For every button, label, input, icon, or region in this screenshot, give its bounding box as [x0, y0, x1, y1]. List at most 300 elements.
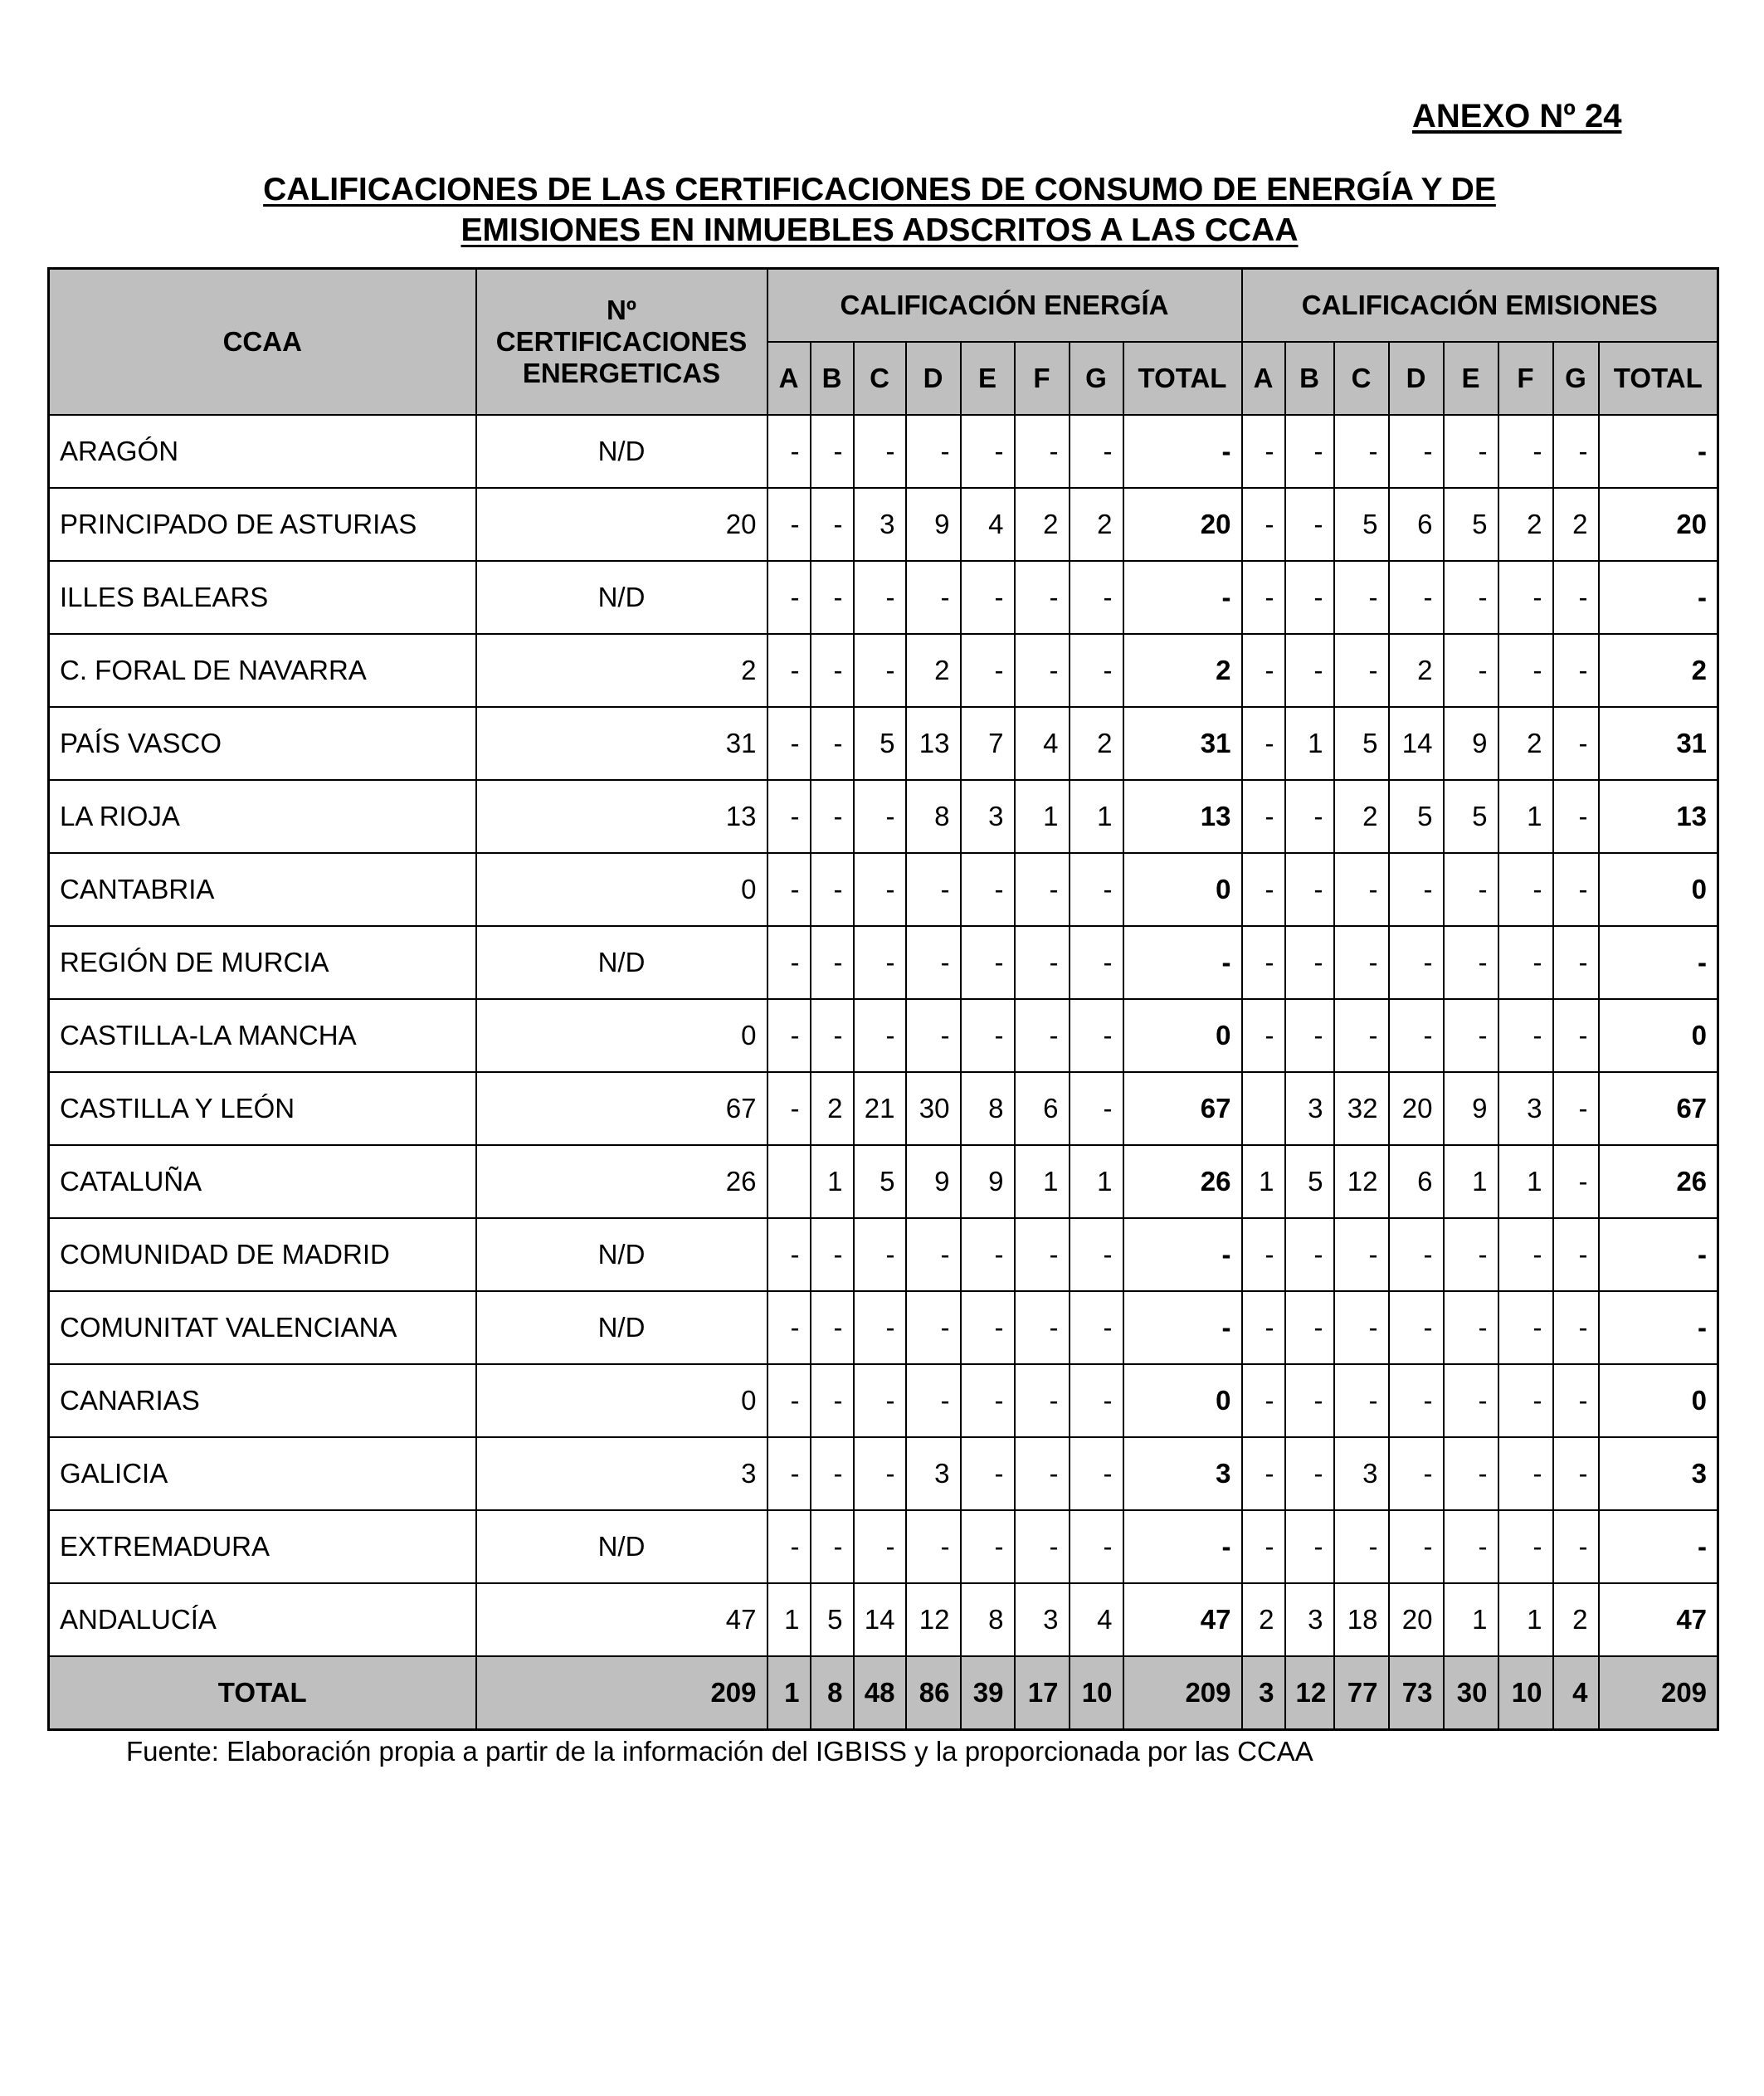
- table-row: [49, 780, 1718, 853]
- emission-total-cell: 13: [1599, 780, 1718, 853]
- emission-grade-cell: 14: [1389, 707, 1444, 780]
- emission-grade-cell: 1: [1498, 1145, 1553, 1218]
- emission-grade-cell: -: [1444, 853, 1498, 926]
- header-energy-grade-a: A: [767, 342, 811, 415]
- energy-grade-cell: -: [1015, 561, 1070, 634]
- cert-count-cell: 0: [476, 999, 767, 1072]
- emission-grade-cell: -: [1444, 1364, 1498, 1437]
- energy-grade-cell: -: [1070, 999, 1123, 1072]
- emission-grade-cell: -: [1242, 926, 1285, 999]
- energy-grade-cell: -: [961, 634, 1015, 707]
- energy-grade-cell: -: [961, 561, 1015, 634]
- emission-grade-cell: -: [1498, 1218, 1553, 1291]
- energy-total-cell: 67: [1123, 1072, 1242, 1145]
- emission-grade-cell: -: [1334, 561, 1389, 634]
- emission-grade-cell: 3: [1334, 1437, 1389, 1510]
- emission-total-cell: -: [1599, 561, 1718, 634]
- emission-total-cell: 0: [1599, 1364, 1718, 1437]
- ccaa-name-cell: CASTILLA Y LEÓN: [49, 1072, 476, 1145]
- emission-grade-cell: -: [1389, 1437, 1444, 1510]
- table-row: [49, 1145, 1718, 1218]
- cert-count-cell: 26: [476, 1145, 767, 1218]
- emission-grade-cell: 5: [1444, 488, 1498, 561]
- energy-grade-cell: -: [1015, 1510, 1070, 1583]
- header-energy-grade-e: E: [961, 342, 1015, 415]
- energy-grade-cell: 21: [854, 1072, 906, 1145]
- energy-grade-cell: -: [1015, 634, 1070, 707]
- emission-grade-cell: 1: [1498, 780, 1553, 853]
- energy-grade-cell: -: [811, 1364, 854, 1437]
- emission-grade-cell: -: [1334, 1218, 1389, 1291]
- emission-grade-cell: -: [1285, 1364, 1334, 1437]
- emission-total-cell: 31: [1599, 707, 1718, 780]
- header-cert-line-2: CERTIFICACIONES: [495, 326, 748, 357]
- energy-grade-cell: -: [811, 853, 854, 926]
- emission-grade-cell: -: [1242, 1291, 1285, 1364]
- emission-grade-cell: 2: [1498, 488, 1553, 561]
- table-row: [49, 415, 1718, 488]
- emission-grade-cell: -: [1334, 999, 1389, 1072]
- energy-grade-cell: -: [906, 415, 961, 488]
- emission-grade-cell: -: [1285, 780, 1334, 853]
- energy-grade-cell: 9: [906, 1145, 961, 1218]
- emission-grade-cell: -: [1389, 415, 1444, 488]
- table-row: [49, 999, 1718, 1072]
- energy-grade-cell: 17: [1015, 1656, 1070, 1730]
- energy-grade-cell: -: [854, 561, 906, 634]
- energy-total-cell: 26: [1123, 1145, 1242, 1218]
- energy-grade-cell: -: [767, 1364, 811, 1437]
- energy-grade-cell: -: [1015, 853, 1070, 926]
- ccaa-name-cell: C. FORAL DE NAVARRA: [49, 634, 476, 707]
- emission-grade-cell: -: [1285, 926, 1334, 999]
- emission-grade-cell: -: [1498, 561, 1553, 634]
- emission-grade-cell: -: [1242, 634, 1285, 707]
- emission-grade-cell: -: [1285, 1510, 1334, 1583]
- ccaa-name-cell: PRINCIPADO DE ASTURIAS: [49, 488, 476, 561]
- energy-grade-cell: -: [906, 561, 961, 634]
- energy-grade-cell: -: [961, 415, 1015, 488]
- energy-grade-cell: -: [906, 1291, 961, 1364]
- energy-grade-cell: -: [961, 999, 1015, 1072]
- energy-grade-cell: -: [1015, 1291, 1070, 1364]
- emission-grade-cell: -: [1444, 415, 1498, 488]
- emission-grade-cell: -: [1498, 999, 1553, 1072]
- energy-grade-cell: -: [961, 926, 1015, 999]
- energy-total-cell: -: [1123, 1291, 1242, 1364]
- emission-grade-cell: -: [1553, 853, 1599, 926]
- ccaa-name-cell: GALICIA: [49, 1437, 476, 1510]
- table-row: [49, 1218, 1718, 1291]
- energy-grade-cell: -: [1070, 1291, 1123, 1364]
- emission-total-cell: -: [1599, 415, 1718, 488]
- emission-grade-cell: -: [1553, 1218, 1599, 1291]
- emission-grade-cell: -: [1334, 1291, 1389, 1364]
- header-ccaa: CCAA: [49, 269, 476, 416]
- table-row: [49, 1583, 1718, 1656]
- table-row: [49, 488, 1718, 561]
- energy-total-cell: -: [1123, 415, 1242, 488]
- emission-grade-cell: 20: [1389, 1583, 1444, 1656]
- energy-grade-cell: -: [1070, 634, 1123, 707]
- emission-grade-cell: -: [1444, 926, 1498, 999]
- energy-total-cell: 2: [1123, 634, 1242, 707]
- energy-grade-cell: -: [854, 999, 906, 1072]
- emission-grade-cell: 30: [1444, 1656, 1498, 1730]
- emission-grade-cell: -: [1334, 853, 1389, 926]
- energy-grade-cell: 39: [961, 1656, 1015, 1730]
- energy-grade-cell: 2: [1015, 488, 1070, 561]
- emission-grade-cell: -: [1498, 1437, 1553, 1510]
- energy-grade-cell: -: [767, 561, 811, 634]
- emission-grade-cell: -: [1498, 926, 1553, 999]
- emission-grade-cell: 4: [1553, 1656, 1599, 1730]
- emission-grade-cell: -: [1553, 415, 1599, 488]
- energy-grade-cell: -: [767, 853, 811, 926]
- header-emission-grade-d: D: [1389, 342, 1444, 415]
- emission-grade-cell: 3: [1242, 1656, 1285, 1730]
- cert-count-cell: 31: [476, 707, 767, 780]
- ccaa-name-cell: TOTAL: [49, 1656, 476, 1730]
- energy-grade-cell: -: [961, 1218, 1015, 1291]
- table-row: [49, 1364, 1718, 1437]
- emission-total-cell: 209: [1599, 1656, 1718, 1730]
- energy-grade-cell: 1: [1015, 1145, 1070, 1218]
- emission-grade-cell: -: [1242, 1364, 1285, 1437]
- energy-grade-cell: 1: [1070, 1145, 1123, 1218]
- energy-grade-cell: -: [906, 1510, 961, 1583]
- emission-grade-cell: -: [1285, 1437, 1334, 1510]
- emission-grade-cell: -: [1242, 1437, 1285, 1510]
- emission-grade-cell: 1: [1444, 1583, 1498, 1656]
- header-energy-grade-b: B: [811, 342, 854, 415]
- emission-grade-cell: 3: [1285, 1072, 1334, 1145]
- energy-grade-cell: -: [1015, 926, 1070, 999]
- energy-grade-cell: 1: [811, 1145, 854, 1218]
- energy-grade-cell: 8: [811, 1656, 854, 1730]
- emission-grade-cell: 2: [1334, 780, 1389, 853]
- cert-count-cell: N/D: [476, 926, 767, 999]
- emission-grade-cell: -: [1285, 853, 1334, 926]
- header-emission-grade-g: G: [1553, 342, 1599, 415]
- header-emission-group: CALIFICACIÓN EMISIONES: [1242, 269, 1718, 343]
- cert-count-cell: 0: [476, 853, 767, 926]
- energy-grade-cell: -: [961, 1437, 1015, 1510]
- energy-grade-cell: 2: [1070, 707, 1123, 780]
- emission-total-cell: 20: [1599, 488, 1718, 561]
- energy-grade-cell: 2: [811, 1072, 854, 1145]
- header-energy-grade-total: TOTAL: [1123, 342, 1242, 415]
- cert-count-cell: 209: [476, 1656, 767, 1730]
- table-row: [49, 1291, 1718, 1364]
- emission-grade-cell: 5: [1444, 780, 1498, 853]
- energy-total-cell: -: [1123, 1218, 1242, 1291]
- energy-grade-cell: -: [811, 415, 854, 488]
- emission-grade-cell: -: [1444, 1510, 1498, 1583]
- cert-count-cell: N/D: [476, 561, 767, 634]
- emission-grade-cell: -: [1242, 999, 1285, 1072]
- emission-grade-cell: -: [1242, 780, 1285, 853]
- emission-total-cell: 67: [1599, 1072, 1718, 1145]
- source-note: Fuente: Elaboración propia a partir de la información del IGBISS y la proporcionada por las CCAA: [126, 1736, 1313, 1767]
- emission-grade-cell: -: [1553, 1145, 1599, 1218]
- energy-total-cell: 47: [1123, 1583, 1242, 1656]
- header-emission-grade-total: TOTAL: [1599, 342, 1718, 415]
- emission-grade-cell: 3: [1285, 1583, 1334, 1656]
- emission-grade-cell: -: [1553, 634, 1599, 707]
- energy-grade-cell: -: [961, 853, 1015, 926]
- emission-grade-cell: -: [1498, 1510, 1553, 1583]
- ccaa-name-cell: CANTABRIA: [49, 853, 476, 926]
- header-cert-line-1: Nº: [607, 295, 636, 325]
- emission-grade-cell: 1: [1285, 707, 1334, 780]
- energy-grade-cell: -: [1015, 1218, 1070, 1291]
- energy-grade-cell: -: [906, 1364, 961, 1437]
- energy-grade-cell: -: [811, 1291, 854, 1364]
- header-cert-line-3: ENERGETICAS: [522, 358, 721, 388]
- emission-total-cell: 0: [1599, 999, 1718, 1072]
- energy-grade-cell: 1: [767, 1656, 811, 1730]
- energy-grade-cell: -: [1015, 415, 1070, 488]
- energy-grade-cell: -: [961, 1364, 1015, 1437]
- energy-grade-cell: -: [854, 1510, 906, 1583]
- emission-grade-cell: 2: [1553, 488, 1599, 561]
- energy-grade-cell: -: [767, 999, 811, 1072]
- emission-grade-cell: 77: [1334, 1656, 1389, 1730]
- emission-grade-cell: -: [1389, 926, 1444, 999]
- energy-grade-cell: -: [906, 926, 961, 999]
- energy-grade-cell: -: [767, 634, 811, 707]
- energy-total-cell: 209: [1123, 1656, 1242, 1730]
- energy-grade-cell: 9: [906, 488, 961, 561]
- table-row: [49, 1510, 1718, 1583]
- energy-grade-cell: -: [811, 780, 854, 853]
- emission-grade-cell: 9: [1444, 707, 1498, 780]
- cert-count-cell: N/D: [476, 1291, 767, 1364]
- emission-grade-cell: 9: [1444, 1072, 1498, 1145]
- emission-grade-cell: -: [1553, 1291, 1599, 1364]
- document-title: [149, 169, 1610, 251]
- table-row: [49, 707, 1718, 780]
- energy-grade-cell: 3: [961, 780, 1015, 853]
- energy-total-cell: 0: [1123, 999, 1242, 1072]
- cert-count-cell: N/D: [476, 1218, 767, 1291]
- emission-grade-cell: -: [1444, 999, 1498, 1072]
- emission-grade-cell: 12: [1334, 1145, 1389, 1218]
- energy-grade-cell: -: [906, 853, 961, 926]
- energy-total-cell: 13: [1123, 780, 1242, 853]
- emission-total-cell: -: [1599, 1291, 1718, 1364]
- emission-grade-cell: 1: [1242, 1145, 1285, 1218]
- ccaa-name-cell: ILLES BALEARS: [49, 561, 476, 634]
- energy-total-cell: 31: [1123, 707, 1242, 780]
- header-emission-grade-e: E: [1444, 342, 1498, 415]
- energy-grade-cell: -: [1070, 1072, 1123, 1145]
- emission-grade-cell: 6: [1389, 488, 1444, 561]
- energy-grade-cell: 8: [961, 1072, 1015, 1145]
- energy-grade-cell: 14: [854, 1583, 906, 1656]
- energy-grade-cell: 1: [1015, 780, 1070, 853]
- energy-grade-cell: -: [854, 1218, 906, 1291]
- cert-count-cell: 20: [476, 488, 767, 561]
- energy-grade-cell: 8: [906, 780, 961, 853]
- emission-grade-cell: -: [1285, 1218, 1334, 1291]
- emission-grade-cell: -: [1498, 634, 1553, 707]
- energy-grade-cell: 5: [811, 1583, 854, 1656]
- emission-grade-cell: -: [1285, 488, 1334, 561]
- table-row: [49, 1437, 1718, 1510]
- energy-grade-cell: -: [767, 488, 811, 561]
- energy-grade-cell: 30: [906, 1072, 961, 1145]
- emission-grade-cell: 5: [1389, 780, 1444, 853]
- energy-grade-cell: -: [1070, 1437, 1123, 1510]
- energy-grade-cell: -: [811, 999, 854, 1072]
- emission-grade-cell: -: [1242, 853, 1285, 926]
- energy-grade-cell: 3: [854, 488, 906, 561]
- cert-count-cell: 0: [476, 1364, 767, 1437]
- energy-grade-cell: -: [1070, 415, 1123, 488]
- emission-grade-cell: -: [1334, 1510, 1389, 1583]
- header-emission-grade-f: F: [1498, 342, 1553, 415]
- emission-grade-cell: -: [1242, 1218, 1285, 1291]
- ccaa-name-cell: EXTREMADURA: [49, 1510, 476, 1583]
- energy-grade-cell: 2: [1070, 488, 1123, 561]
- energy-grade-cell: -: [906, 999, 961, 1072]
- emission-grade-cell: -: [1444, 1291, 1498, 1364]
- energy-grade-cell: -: [767, 1072, 811, 1145]
- emission-grade-cell: 73: [1389, 1656, 1444, 1730]
- energy-grade-cell: -: [767, 415, 811, 488]
- emission-grade-cell: -: [1389, 1510, 1444, 1583]
- energy-grade-cell: -: [767, 707, 811, 780]
- energy-grade-cell: [767, 1145, 811, 1218]
- annex-number: ANEXO Nº 24: [1412, 98, 1622, 134]
- emission-grade-cell: -: [1553, 1364, 1599, 1437]
- energy-grade-cell: -: [811, 634, 854, 707]
- energy-grade-cell: 9: [961, 1145, 1015, 1218]
- header-energy-grade-f: F: [1015, 342, 1070, 415]
- energy-grade-cell: 5: [854, 707, 906, 780]
- header-emission-grade-a: A: [1242, 342, 1285, 415]
- energy-grade-cell: 8: [961, 1583, 1015, 1656]
- energy-grade-cell: -: [854, 926, 906, 999]
- emission-grade-cell: 20: [1389, 1072, 1444, 1145]
- emission-grade-cell: -: [1553, 707, 1599, 780]
- table-row: [49, 853, 1718, 926]
- energy-grade-cell: 4: [961, 488, 1015, 561]
- energy-grade-cell: -: [767, 780, 811, 853]
- energy-grade-cell: 13: [906, 707, 961, 780]
- energy-grade-cell: -: [811, 1437, 854, 1510]
- table-row: [49, 926, 1718, 999]
- emission-grade-cell: -: [1444, 561, 1498, 634]
- cert-count-cell: 2: [476, 634, 767, 707]
- emission-total-cell: 3: [1599, 1437, 1718, 1510]
- emission-grade-cell: -: [1334, 926, 1389, 999]
- energy-total-cell: 0: [1123, 853, 1242, 926]
- energy-grade-cell: -: [961, 1510, 1015, 1583]
- emission-grade-cell: -: [1334, 634, 1389, 707]
- emission-grade-cell: -: [1444, 1437, 1498, 1510]
- energy-grade-cell: 10: [1070, 1656, 1123, 1730]
- energy-total-cell: 20: [1123, 488, 1242, 561]
- emission-grade-cell: -: [1242, 1510, 1285, 1583]
- table-row: [49, 634, 1718, 707]
- energy-grade-cell: -: [1015, 1364, 1070, 1437]
- emission-grade-cell: -: [1389, 1218, 1444, 1291]
- cert-count-cell: 47: [476, 1583, 767, 1656]
- emission-grade-cell: -: [1389, 853, 1444, 926]
- energy-grade-cell: -: [811, 1510, 854, 1583]
- energy-grade-cell: 12: [906, 1583, 961, 1656]
- emission-grade-cell: -: [1498, 1364, 1553, 1437]
- ccaa-name-cell: LA RIOJA: [49, 780, 476, 853]
- energy-grade-cell: 7: [961, 707, 1015, 780]
- energy-grade-cell: -: [811, 488, 854, 561]
- energy-total-cell: 0: [1123, 1364, 1242, 1437]
- energy-grade-cell: 3: [1015, 1583, 1070, 1656]
- energy-grade-cell: -: [854, 1364, 906, 1437]
- emission-grade-cell: 2: [1242, 1583, 1285, 1656]
- emission-total-cell: -: [1599, 1218, 1718, 1291]
- energy-grade-cell: -: [1015, 999, 1070, 1072]
- emission-grade-cell: -: [1285, 999, 1334, 1072]
- energy-grade-cell: 4: [1070, 1583, 1123, 1656]
- energy-grade-cell: -: [854, 634, 906, 707]
- table-row: [49, 1072, 1718, 1145]
- energy-grade-cell: -: [1015, 1437, 1070, 1510]
- energy-grade-cell: -: [767, 1437, 811, 1510]
- emission-total-cell: 47: [1599, 1583, 1718, 1656]
- energy-grade-cell: -: [1070, 926, 1123, 999]
- energy-grade-cell: -: [854, 853, 906, 926]
- energy-grade-cell: 6: [1015, 1072, 1070, 1145]
- emission-grade-cell: -: [1498, 415, 1553, 488]
- energy-grade-cell: -: [767, 926, 811, 999]
- ccaa-name-cell: CATALUÑA: [49, 1145, 476, 1218]
- energy-grade-cell: 5: [854, 1145, 906, 1218]
- emission-grade-cell: [1242, 1072, 1285, 1145]
- emission-grade-cell: 5: [1334, 707, 1389, 780]
- ccaa-name-cell: COMUNIDAD DE MADRID: [49, 1218, 476, 1291]
- ccaa-name-cell: CANARIAS: [49, 1364, 476, 1437]
- emission-grade-cell: -: [1553, 1437, 1599, 1510]
- emission-grade-cell: 3: [1498, 1072, 1553, 1145]
- emission-grade-cell: -: [1553, 999, 1599, 1072]
- ccaa-name-cell: ARAGÓN: [49, 415, 476, 488]
- emission-grade-cell: -: [1285, 415, 1334, 488]
- ccaa-name-cell: COMUNITAT VALENCIANA: [49, 1291, 476, 1364]
- emission-grade-cell: 2: [1498, 707, 1553, 780]
- emission-grade-cell: -: [1553, 780, 1599, 853]
- title-line-1: CALIFICACIONES DE LAS CERTIFICACIONES DE CONSUMO DE ENERGÍA Y DE: [263, 172, 1496, 207]
- emission-grade-cell: -: [1498, 1291, 1553, 1364]
- header-energy-grade-g: G: [1070, 342, 1123, 415]
- energy-grade-cell: -: [811, 1218, 854, 1291]
- emission-grade-cell: 10: [1498, 1656, 1553, 1730]
- cert-count-cell: 67: [476, 1072, 767, 1145]
- emission-total-cell: -: [1599, 926, 1718, 999]
- emission-grade-cell: 6: [1389, 1145, 1444, 1218]
- table-row: [49, 561, 1718, 634]
- emission-grade-cell: -: [1389, 1291, 1444, 1364]
- energy-grade-cell: 86: [906, 1656, 961, 1730]
- header-energy-group: CALIFICACIÓN ENERGÍA: [767, 269, 1242, 343]
- emission-grade-cell: 1: [1444, 1145, 1498, 1218]
- emission-grade-cell: -: [1389, 1364, 1444, 1437]
- emission-grade-cell: 18: [1334, 1583, 1389, 1656]
- energy-grade-cell: 1: [1070, 780, 1123, 853]
